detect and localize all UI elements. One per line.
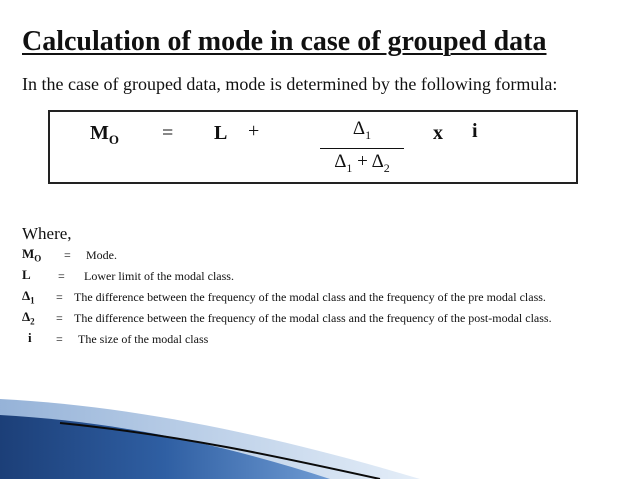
definition-equals: = (64, 248, 71, 262)
formula-equals: = (162, 122, 174, 144)
definition-text: Lower limit of the modal class. (84, 269, 234, 283)
intro-text: In the case of grouped data, mode is determined by the following formula: (22, 74, 558, 94)
definition-equals: = (56, 332, 63, 346)
formula-class-size: i (472, 120, 478, 142)
decorative-swoosh (0, 385, 638, 479)
slide-title: Calculation of mode in case of grouped data (22, 26, 547, 57)
definition-symbol: $\Delta_1$ (22, 288, 35, 306)
definition-text: Mode. (86, 248, 117, 262)
definition-equals: = (56, 311, 63, 325)
definition-symbol: i (28, 330, 32, 345)
definition-equals: = (58, 269, 65, 283)
formula-fraction (320, 118, 404, 179)
definition-text: The size of the modal class (78, 332, 209, 346)
fraction-bar (320, 148, 404, 149)
definition-equals: = (56, 290, 63, 304)
where-label: Where, (22, 224, 72, 243)
formula-box (48, 110, 578, 184)
definition-symbol: $M_O$ (22, 246, 42, 264)
formula-plus: + (248, 120, 260, 142)
formula-mode-symbol: $M_O$ (90, 122, 120, 147)
formula-denominator: $\Delta_1 + \Delta_2$ (334, 150, 390, 175)
formula-times: x (433, 122, 443, 144)
definition-symbol: L (22, 267, 31, 282)
definition-symbol: $\Delta_2$ (22, 309, 35, 327)
formula-lower-limit: L (214, 122, 228, 144)
definition-text: The difference between the frequency of the modal class and the frequency of the pre modal class. (74, 290, 546, 304)
formula-numerator: $\Delta_1$ (352, 118, 372, 142)
definition-text: The difference between the frequency of the modal class and the frequency of the post-modal class. (74, 311, 552, 325)
